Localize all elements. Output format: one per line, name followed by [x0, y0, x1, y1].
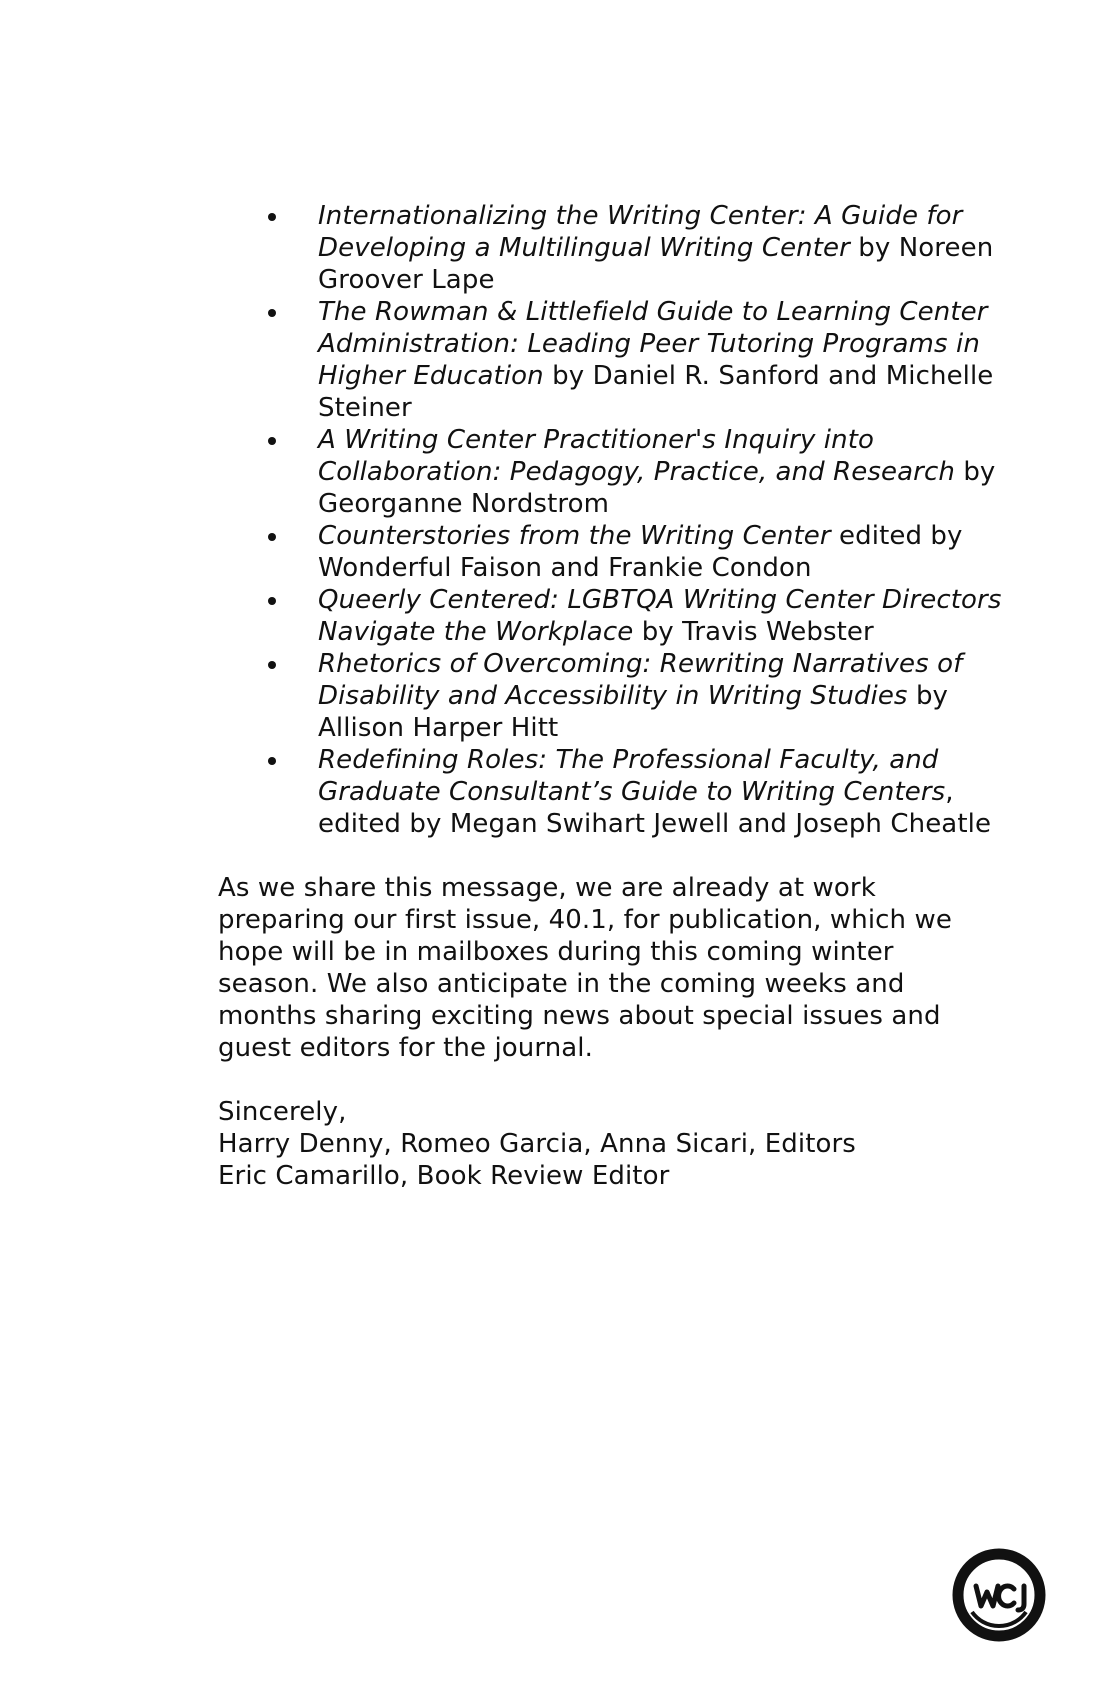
closing-paragraph: As we share this message, we are already at work preparing our first issue, 40.1, for publication, which we hope will be in mailboxes during this coming winter season. We also anticipate in the coming weeks and months sharing exciting news about special issues and guest editors for the journal. [218, 873, 952, 1063]
letter-body [218, 200, 1008, 1192]
wcj-logo-icon [950, 1546, 1048, 1644]
list-item [318, 744, 1008, 840]
bullet-icon [268, 597, 276, 605]
list-item [318, 424, 1008, 520]
wcj-logo [950, 1546, 1048, 1644]
book-title: Counterstories from the Writing Center [318, 521, 831, 551]
book-title: Internationalizing the Writing Center: A Guide for Developing a Multilingual Writing Center [318, 201, 963, 263]
book-list [218, 200, 1008, 840]
bullet-icon [268, 533, 276, 541]
book-credit: edited by Wonderful Faison and Frankie Condon [318, 521, 963, 583]
book-title: A Writing Center Practitioner's Inquiry into Collaboration: Pedagogy, Practice, and Research [318, 425, 955, 487]
bullet-icon [268, 437, 276, 445]
bullet-icon [268, 661, 276, 669]
book-credit: by Noreen Groover Lape [318, 233, 994, 295]
list-item [318, 200, 1008, 296]
book-title: Queerly Centered: LGBTQA Writing Center Directors Navigate the Workplace [318, 585, 1002, 647]
signature-block [218, 1096, 1008, 1192]
list-item [318, 520, 1008, 584]
book-credit: by Travis Webster [633, 617, 874, 647]
editors-line: Harry Denny, Romeo Garcia, Anna Sicari, Editors [218, 1129, 856, 1159]
book-credit: , edited by Megan Swihart Jewell and Joseph Cheatle [318, 777, 992, 839]
book-title: Redefining Roles: The Professional Faculty, and Graduate Consultant’s Guide to Writing Centers [318, 745, 946, 807]
list-item [318, 584, 1008, 648]
list-item [318, 648, 1008, 744]
bullet-icon [268, 309, 276, 317]
book-title: The Rowman & Littlefield Guide to Learning Center Administration: Leading Peer Tutoring Programs in Higher Education [318, 297, 988, 391]
book-title: Rhetorics of Overcoming: Rewriting Narratives of Disability and Accessibility in Writing Studies [318, 649, 963, 711]
book-credit: by Daniel R. Sanford and Michelle Steiner [318, 361, 994, 423]
bullet-icon [268, 757, 276, 765]
book-credit: by Georganne Nordstrom [318, 457, 996, 519]
list-item [318, 296, 1008, 424]
book-review-editor-line: Eric Camarillo, Book Review Editor [218, 1161, 670, 1191]
closing-salutation: Sincerely, [218, 1097, 347, 1127]
bullet-icon [268, 213, 276, 221]
book-credit: by Allison Harper Hitt [318, 681, 949, 743]
